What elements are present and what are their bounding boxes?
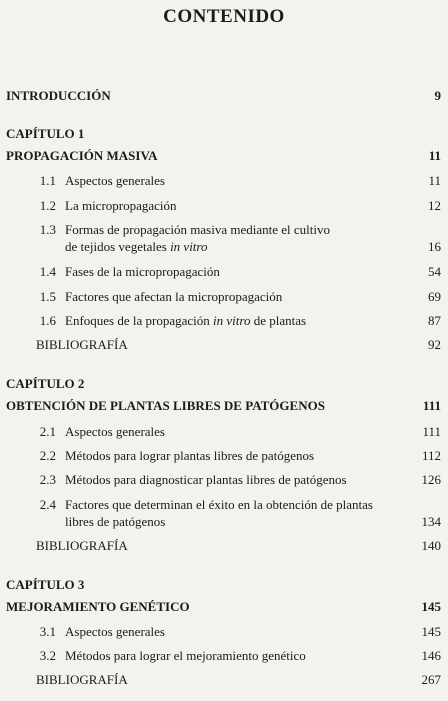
entry-label: BIBLIOGRAFÍA	[36, 672, 128, 687]
section-number: 1.6	[39, 313, 56, 328]
section-title-line-1: Factores que determinan el éxito en la obtención de plantas	[65, 497, 373, 512]
section-number: 1.2	[39, 198, 56, 213]
section-title: Aspectos generales	[65, 173, 165, 188]
section-title: Fases de la micropropagación	[65, 264, 220, 279]
entry-label: BIBLIOGRAFÍA	[36, 337, 128, 352]
entry-page: 146	[421, 648, 441, 663]
section-number: 3.1	[39, 624, 56, 639]
entry-label: BIBLIOGRAFÍA	[36, 538, 128, 553]
entry-label: INTRODUCCIÓN	[6, 88, 111, 103]
entry-page: 134	[421, 514, 441, 529]
section-title: Aspectos generales	[65, 424, 165, 439]
section-title: Aspectos generales	[65, 624, 165, 639]
entry-page: 126	[421, 472, 441, 487]
entry-page: 69	[428, 289, 441, 304]
section-title: Enfoques de la propagación in vitro de plantas	[65, 313, 307, 328]
entry-page: 145	[421, 599, 441, 614]
entry-page: 11	[428, 173, 441, 188]
section-title: La micropropagación	[65, 198, 177, 213]
entry-page: 9	[434, 88, 441, 103]
entry-page: 111	[422, 424, 441, 439]
section-title: Métodos para diagnosticar plantas libres de patógenos	[65, 472, 347, 487]
section-number: 2.1	[39, 424, 56, 439]
page-title: CONTENIDO	[163, 6, 285, 27]
entry-page: 92	[428, 337, 441, 352]
entry-page: 16	[428, 239, 441, 254]
section-title-line-1: Formas de propagación masiva mediante el cultivo	[65, 222, 330, 237]
entry-label: PROPAGACIÓN MASIVA	[6, 148, 158, 163]
entry-page: 54	[428, 264, 441, 279]
toc-page: CONTENIDO INTRODUCCIÓN 9 CAPÍTULO 1 PROPAGACIÓN MASIVA 11 1.1 Aspectos generales 11 1.2 La micropropagación 12 1.3 Formas de propagación masiva mediante el cultivo de tejidos vegetales in vitro 16 1.4 Fases de la micropropagación 54 1.5 Factores que afectan la micropropagación 69 1.6 Enfoques de la propagación in vitro de plantas 87 BIBLIOGRAFÍA 92 CAPÍTULO 2 OBTENCIÓN DE PLANTAS LIBRES DE PATÓGENOS 111 2.1 Aspectos generales 111 2.2 Métodos para lograr plantas libres de patógenos 112 2.3 Métodos para diagnosticar plantas libres de patógenos 126 2.4 Factores que determinan el éxito en la obtención de plantas libres de patógenos 134 BIBLIOGRAFÍA 140 CAPÍTULO 3 MEJORAMIENTO GENÉTICO 145 3.1 Aspectos generales 145 3.2 Métodos para lograr el mejoramiento genético 146 BIBLIOGRAFÍA 267	[0, 0, 448, 701]
entry-page: 112	[421, 448, 441, 463]
section-number: 2.2	[39, 448, 56, 463]
section-number: 1.5	[39, 289, 56, 304]
section-title: Métodos para lograr plantas libres de patógenos	[65, 448, 315, 463]
section-number: 1.3	[39, 222, 56, 237]
entry-page: 87	[428, 313, 441, 328]
section-number: 3.2	[39, 648, 56, 663]
entry-page: 111	[422, 398, 441, 413]
entry-label: OBTENCIÓN DE PLANTAS LIBRES DE PATÓGENOS	[6, 398, 325, 413]
entry-page: 11	[428, 148, 441, 163]
section-number: 1.1	[39, 173, 56, 188]
section-number: 1.4	[39, 264, 56, 279]
section-number: 2.4	[39, 497, 56, 512]
section-title: Métodos para lograr el mejoramiento genético	[65, 648, 306, 663]
entry-page: 12	[428, 198, 441, 213]
entry-page: 267	[421, 672, 441, 687]
entry-label: MEJORAMIENTO GENÉTICO	[6, 599, 190, 614]
section-title-line-2: libres de patógenos	[65, 514, 166, 529]
section-title-line-2: de tejidos vegetales in vitro	[65, 239, 208, 254]
section-number: 2.3	[39, 472, 56, 487]
section-title: Factores que afectan la micropropagación	[65, 289, 283, 304]
entry-page: 145	[421, 624, 441, 639]
entry-page: 140	[421, 538, 441, 553]
